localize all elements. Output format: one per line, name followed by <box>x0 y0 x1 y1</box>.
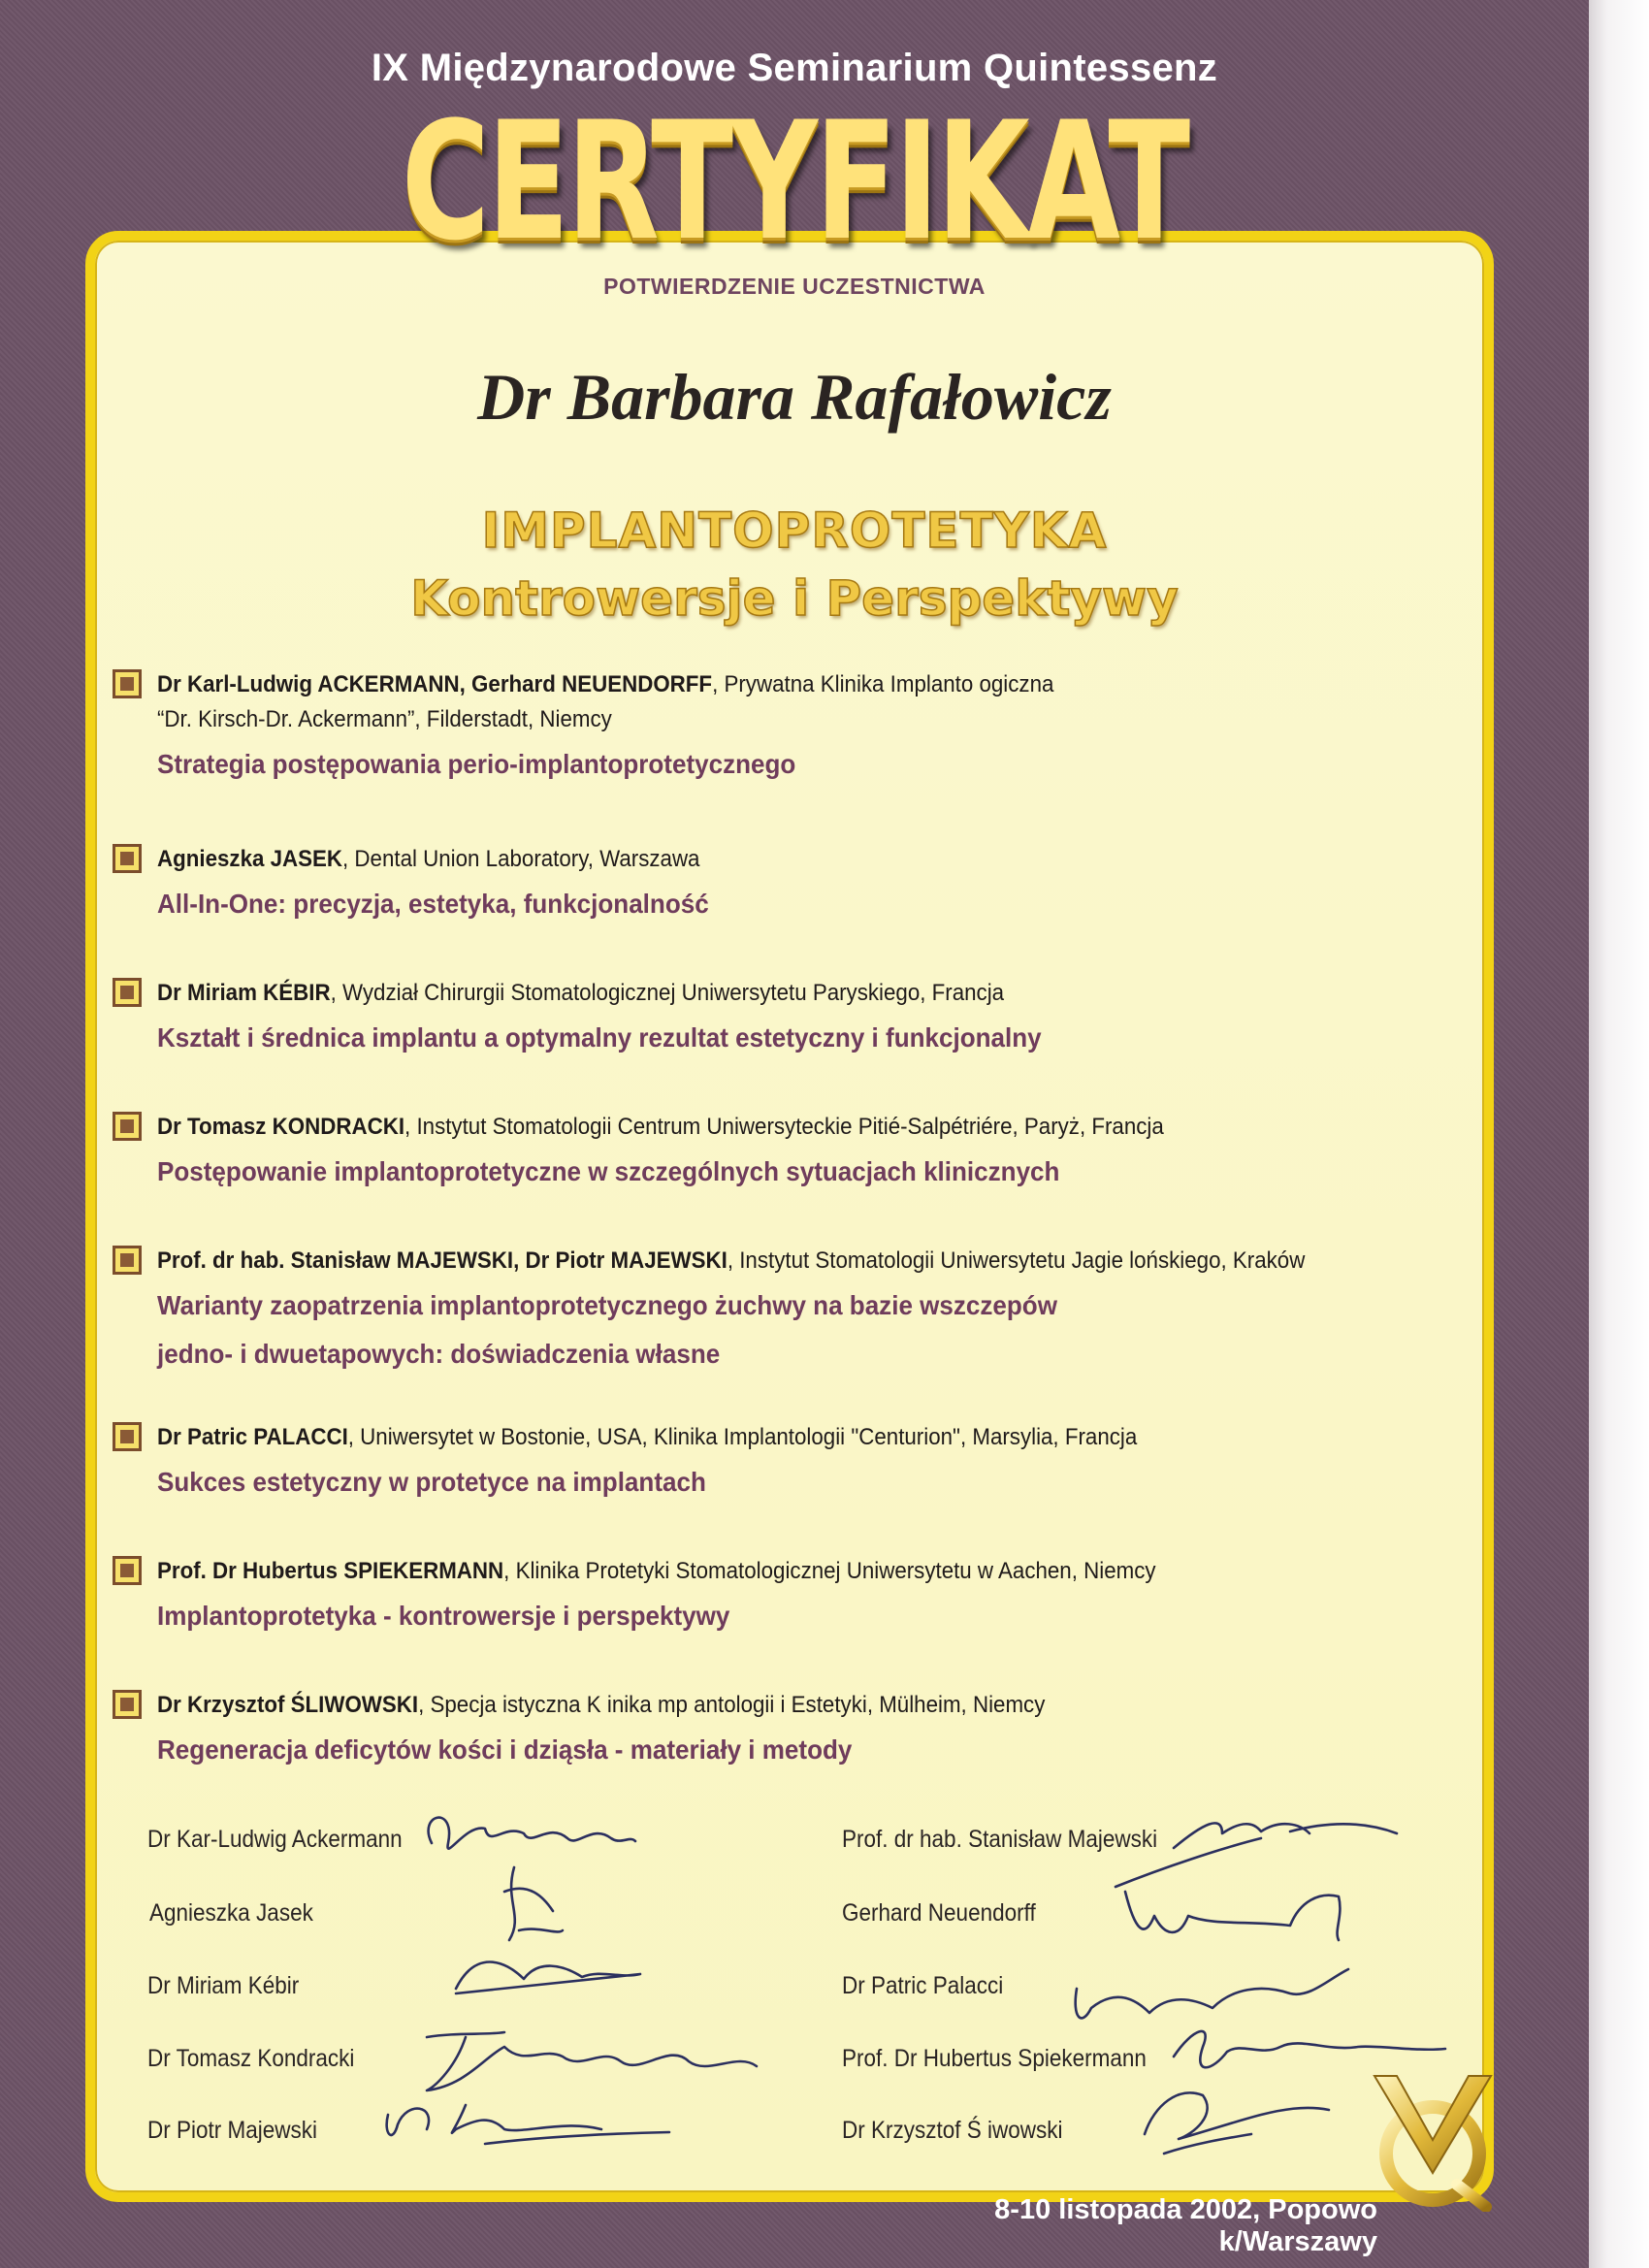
lecture-speaker: Prof. dr hab. Stanisław MAJEWSKI, Dr Piotr MAJEWSKI, Instytut Stomatologii Uniwersytetu Jagie lońskiego, Kraków <box>157 1247 1306 1274</box>
signatory-right: Prof. dr hab. Stanisław Majewski <box>842 1826 1158 1853</box>
bullet-square-icon <box>113 669 142 698</box>
signatory-left: Dr Tomasz Kondracki <box>147 2045 355 2072</box>
topic-subtitle: Kontrowersje i Perspektywy <box>410 570 1179 627</box>
signatory-right: Dr Patric Palacci <box>842 1972 1004 1999</box>
lecture-title: Postępowanie implantoprotetyczne w szczególnych sytuacjach klinicznych <box>157 1156 1060 1186</box>
lecture-speaker: Prof. Dr Hubertus SPIEKERMANN, Klinika Protetyki Stomatologicznej Uniwersytetu w Aachen, Niemcy <box>157 1558 1156 1584</box>
lecture-speaker: Agnieszka JASEK, Dental Union Laboratory, Warszawa <box>157 846 700 872</box>
event-date-place: 8-10 listopada 2002, Popowo k/Warszawy <box>994 2194 1377 2257</box>
signatory-right: Gerhard Neuendorff <box>842 1899 1036 1927</box>
signatory-right: Dr Krzysztof Ś iwowski <box>842 2117 1063 2144</box>
bullet-square-icon <box>113 844 142 873</box>
signatory-right: Prof. Dr Hubertus Spiekermann <box>842 2045 1147 2072</box>
bullet-square-icon <box>113 1422 142 1451</box>
signatory-left: Dr Kar-Ludwig Ackermann <box>147 1826 403 1853</box>
paper-edge <box>1589 0 1649 2268</box>
quintessenz-logo-icon <box>1360 2057 1505 2212</box>
bullet-square-icon <box>113 1246 142 1275</box>
lecture-title: Implantoprotetyka - kontrowersje i perspektywy <box>157 1601 730 1631</box>
lecture-speaker: Dr Patric PALACCI, Uniwersytet w Bostonie, USA, Klinika Implantologii "Centurion", Marsylia, Francja <box>157 1424 1138 1450</box>
bullet-square-icon <box>113 1112 142 1141</box>
lecture-title-line2: jedno- i dwuetapowych: doświadczenia własne <box>157 1339 721 1369</box>
bullet-square-icon <box>113 1690 142 1719</box>
signatory-left: Agnieszka Jasek <box>149 1899 313 1927</box>
lecture-title: Warianty zaopatrzenia implantoprotetycznego żuchwy na bazie wszczepów <box>157 1290 1057 1320</box>
lecture-title: All-In-One: precyzja, estetyka, funkcjonalność <box>157 889 709 919</box>
lecture-title: Strategia postępowania perio-implantoprotetycznego <box>157 749 796 779</box>
bullet-square-icon <box>113 978 142 1007</box>
lecture-title: Sukces estetyczny w protetyce na implantach <box>157 1467 706 1497</box>
lecture-speaker: Dr Krzysztof ŚLIWOWSKI, Specja istyczna K inika mp antologii i Estetyki, Mülheim, Niemcy <box>157 1692 1046 1718</box>
lecture-speaker: Dr Miriam KÉBIR, Wydział Chirurgii Stomatologicznej Uniwersytetu Paryskiego, Francja <box>157 980 1005 1006</box>
certificate-title: CERTYFIKAT <box>401 86 1188 276</box>
certificate-subtitle: POTWIERDZENIE UCZESTNICTWA <box>603 274 986 299</box>
lecture-speaker: Dr Karl-Ludwig ACKERMANN, Gerhard NEUENDORFF, Prywatna Klinika Implanto ogiczna “Dr. Kirsch-Dr. Ackermann”, Filderstadt, Niemcy <box>157 671 1054 732</box>
recipient-name: Dr Barbara Rafałowicz <box>477 360 1112 434</box>
bullet-square-icon <box>113 1556 142 1585</box>
signatory-left: Dr Miriam Kébir <box>147 1972 300 1999</box>
lecture-title: Regeneracja deficytów kości i dziąsła - materiały i metody <box>157 1734 853 1765</box>
signatory-left: Dr Piotr Majewski <box>147 2117 318 2144</box>
topic-title: IMPLANTOPROTETYKA <box>481 502 1108 559</box>
seminar-name: IX Międzynarodowe Seminarium Quintessenz <box>371 47 1218 89</box>
lecture-title: Kształt i średnica implantu a optymalny rezultat estetyczny i funkcjonalny <box>157 1022 1042 1053</box>
lecture-speaker: Dr Tomasz KONDRACKI, Instytut Stomatologii Centrum Uniwersyteckie Pitié-Salpétriére, Paryż, Francja <box>157 1114 1164 1140</box>
